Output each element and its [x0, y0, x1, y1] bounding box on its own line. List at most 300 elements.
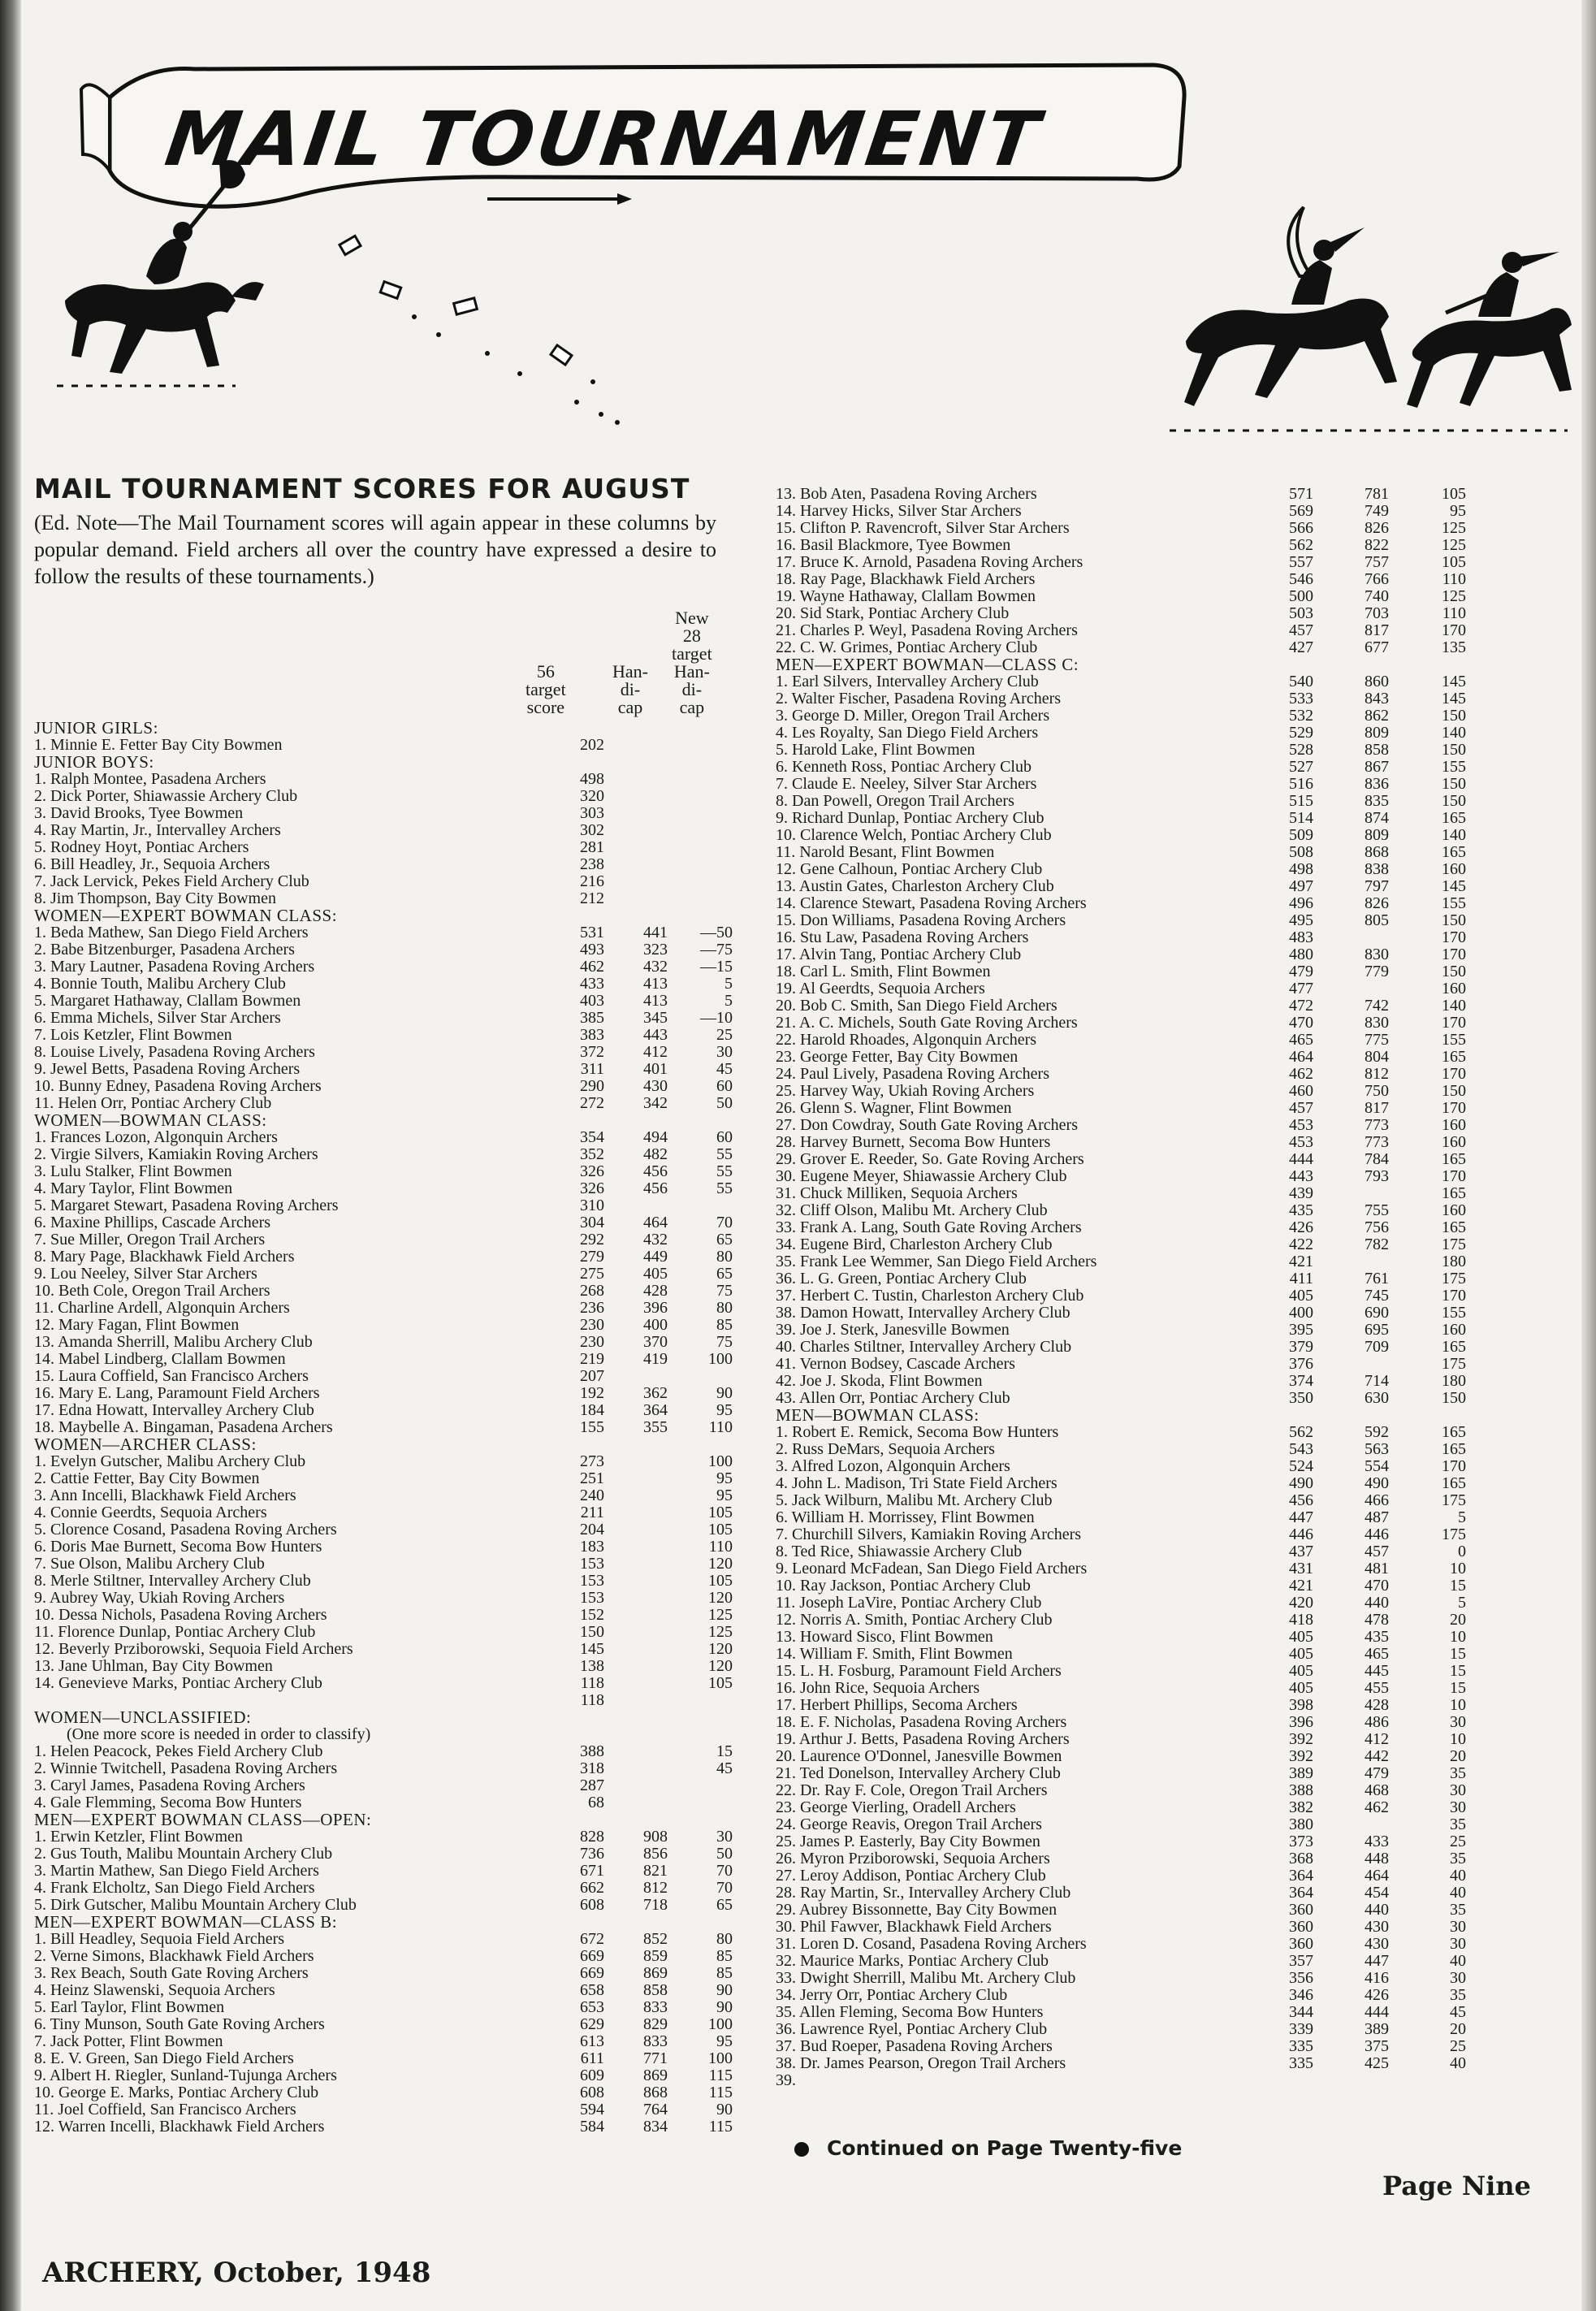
handicap-cell: 781: [1365, 485, 1389, 503]
score-row: [776, 622, 1490, 639]
archer-entry: 17. Alvin Tang, Pontiac Archery Club: [776, 946, 1022, 963]
archer-entry: 19. Al Geerdts, Sequoia Archers: [776, 980, 985, 998]
score-cell: 303: [580, 804, 604, 822]
score-row: [776, 1816, 1490, 1833]
handicap-cell: 856: [643, 1845, 668, 1863]
score-cell: 310: [580, 1197, 604, 1214]
right-column: [776, 486, 1490, 2089]
archer-entry: 15. Clifton P. Ravencroft, Silver Star Archers: [776, 520, 1070, 537]
score-cell: 281: [580, 838, 604, 856]
score-cell: 516: [1289, 775, 1313, 793]
score-row: [34, 1163, 733, 1180]
score-cell: 460: [1289, 1082, 1313, 1100]
score-row: [34, 1863, 733, 1880]
score-cell: 608: [580, 2084, 604, 2101]
score-cell: 354: [580, 1128, 604, 1146]
page-heading: MAIL TOURNAMENT SCORES FOR AUGUST: [34, 473, 690, 504]
archer-entry: 11. Florence Dunlap, Pontiac Archery Club: [34, 1624, 316, 1641]
new-handicap-cell: 65: [716, 1231, 733, 1249]
score-row: [776, 1458, 1490, 1475]
new-handicap-cell: 30: [1450, 1798, 1466, 1816]
score-row: [776, 1902, 1490, 1919]
section-label: MEN—EXPERT BOWMAN CLASS—OPEN:: [34, 1810, 372, 1829]
score-cell: 275: [580, 1265, 604, 1283]
archer-entry: 6. Doris Mae Burnett, Secoma Bow Hunters: [34, 1539, 322, 1556]
new-handicap-cell: 175: [1442, 1270, 1466, 1287]
handicap-cell: 454: [1365, 1884, 1389, 1902]
score-cell: 251: [580, 1469, 604, 1487]
score-cell: 118: [580, 1674, 604, 1692]
score-cell: 470: [1289, 1014, 1313, 1032]
score-cell: 653: [580, 1998, 604, 2016]
score-cell: 456: [1289, 1491, 1313, 1509]
new-handicap-cell: 105: [1442, 485, 1466, 503]
handicap-cell: 812: [643, 1879, 668, 1897]
new-handicap-cell: 105: [1442, 553, 1466, 571]
score-row: [776, 673, 1490, 690]
score-row: [776, 554, 1490, 571]
score-row: [34, 2016, 733, 2033]
score-row: [34, 1743, 733, 1760]
new-handicap-cell: 160: [1442, 980, 1466, 998]
new-handicap-cell: 25: [716, 1026, 733, 1044]
handicap-cell: 448: [1365, 1850, 1389, 1867]
archer-entry: 14. Harvey Hicks, Silver Star Archers: [776, 503, 1022, 520]
score-row: [34, 976, 733, 993]
score-row: [34, 1487, 733, 1504]
score-row: [776, 1987, 1490, 2004]
archer-entry: 3. Martin Mathew, San Diego Field Archers: [34, 1863, 319, 1880]
score-cell: 373: [1289, 1833, 1313, 1850]
new-handicap-cell: 175: [1442, 1355, 1466, 1373]
handicap-cell: 869: [643, 1964, 668, 1982]
score-cell: 405: [1289, 1645, 1313, 1663]
handicap-cell: 416: [1365, 1969, 1389, 1987]
score-cell: 272: [580, 1094, 604, 1112]
score-cell: 828: [580, 1828, 604, 1846]
archer-entry: 2. Cattie Fetter, Bay City Bowmen: [34, 1470, 260, 1487]
score-row: [776, 1066, 1490, 1083]
archer-entry: 7. Claude E. Neeley, Silver Star Archers: [776, 776, 1037, 793]
archer-entry: 39. Joe J. Sterk, Janesville Bowmen: [776, 1322, 1010, 1339]
new-handicap-cell: 30: [716, 1043, 733, 1061]
page-number: Page Nine: [1382, 2170, 1531, 2201]
score-cell: 446: [1289, 1526, 1313, 1543]
score-row: [34, 1300, 733, 1317]
score-cell: 496: [1289, 894, 1313, 912]
score-row: [776, 946, 1490, 963]
paper-icon: [340, 236, 361, 254]
handicap-cell: 389: [1365, 2020, 1389, 2038]
score-row: [34, 1982, 733, 1999]
score-row: [776, 1748, 1490, 1765]
archer-entry: 1. Bill Headley, Sequoia Field Archers: [34, 1931, 285, 1948]
score-row: [776, 1134, 1490, 1151]
score-cell: 279: [580, 1248, 604, 1266]
score-row: [776, 776, 1490, 793]
score-cell: 350: [1289, 1389, 1313, 1407]
score-cell: 514: [1289, 809, 1313, 827]
handicap-cell: 563: [1365, 1440, 1389, 1458]
archer-entry: 1. Ralph Montee, Pasadena Archers: [34, 771, 266, 788]
score-row: [34, 1129, 733, 1146]
score-cell: 498: [1289, 860, 1313, 878]
score-row: [34, 1641, 733, 1658]
archer-entry: 18. E. F. Nicholas, Pasadena Roving Archers: [776, 1714, 1067, 1731]
score-row: [776, 1049, 1490, 1066]
score-row: [776, 1236, 1490, 1253]
score-row: [34, 1624, 733, 1641]
archer-entry: 9. Leonard McFadean, San Diego Field Archers: [776, 1560, 1088, 1577]
handicap-cell: 757: [1365, 553, 1389, 571]
handicap-cell: 413: [643, 975, 668, 993]
archer-entry: 28. Ray Martin, Sr., Intervalley Archery Club: [776, 1885, 1071, 1902]
archer-entry: 3. George D. Miller, Oregon Trail Archers: [776, 708, 1050, 725]
new-handicap-cell: 5: [1458, 1594, 1466, 1612]
new-handicap-cell: 30: [1450, 1713, 1466, 1731]
new-handicap-cell: 100: [708, 2015, 733, 2033]
new-handicap-cell: 155: [1442, 1031, 1466, 1049]
archer-entry: 9. Aubrey Way, Ukiah Roving Archers: [34, 1590, 285, 1607]
score-row: [776, 725, 1490, 742]
handicap-cell: 742: [1365, 997, 1389, 1015]
handicap-cell: 833: [643, 2032, 668, 2050]
score-row: [34, 771, 733, 788]
score-row: [776, 1475, 1490, 1492]
handicap-cell: 345: [643, 1009, 668, 1027]
score-row: [776, 1765, 1490, 1782]
handicap-cell: 773: [1365, 1133, 1389, 1151]
score-row: [34, 839, 733, 856]
handicap-cell: 804: [1365, 1048, 1389, 1066]
handicap-cell: 630: [1365, 1389, 1389, 1407]
score-cell: 427: [1289, 638, 1313, 656]
new-handicap-cell: 165: [1442, 1150, 1466, 1168]
score-cell: 543: [1289, 1440, 1313, 1458]
score-row: [776, 1697, 1490, 1714]
new-handicap-cell: 100: [708, 1452, 733, 1470]
archer-entry: 11. Joel Coffield, San Francisco Archers: [34, 2101, 296, 2118]
score-row: [776, 520, 1490, 537]
new-handicap-cell: 115: [708, 2084, 733, 2101]
archer-entry: 2. Russ DeMars, Sequoia Archers: [776, 1441, 995, 1458]
banner-title: MAIL TOURNAMENT: [160, 96, 1048, 183]
score-cell: 669: [580, 1947, 604, 1965]
archer-entry: 26. Myron Prziborowski, Sequoia Archers: [776, 1850, 1050, 1867]
score-row: [776, 1373, 1490, 1390]
new-handicap-cell: 10: [1450, 1696, 1466, 1714]
new-handicap-cell: 175: [1442, 1526, 1466, 1543]
archer-entry: 10. Beth Cole, Oregon Trail Archers: [34, 1283, 270, 1300]
archer-entry: 3. Caryl James, Pasadena Roving Archers: [34, 1777, 305, 1794]
score-cell: 557: [1289, 553, 1313, 571]
archer-entry: 6. Kenneth Ross, Pontiac Archery Club: [776, 759, 1032, 776]
handicap-cell: 464: [1365, 1867, 1389, 1885]
archer-entry: 15. Don Williams, Pasadena Roving Archers: [776, 912, 1066, 929]
score-row: [776, 1441, 1490, 1458]
archer-entry: 1. Frances Lozon, Algonquin Archers: [34, 1129, 278, 1146]
score-cell: 658: [580, 1981, 604, 1999]
score-row: [34, 1214, 733, 1231]
score-cell: 344: [1289, 2003, 1313, 2021]
handicap-cell: 430: [1365, 1918, 1389, 1936]
handicap-cell: 817: [1365, 1099, 1389, 1117]
score-row: [34, 1180, 733, 1197]
score-cell: 240: [580, 1487, 604, 1504]
score-cell: 287: [580, 1777, 604, 1794]
score-cell: 183: [580, 1538, 604, 1556]
archer-entry: 7. Jack Potter, Flint Bowmen: [34, 2033, 223, 2050]
handicap-cell: 375: [1365, 2037, 1389, 2055]
new-handicap-cell: 100: [708, 2049, 733, 2067]
new-handicap-cell: 165: [1442, 1184, 1466, 1202]
score-cell: 184: [580, 1401, 604, 1419]
handicap-cell: 740: [1365, 587, 1389, 605]
score-cell: 420: [1289, 1594, 1313, 1612]
handicap-cell: 764: [643, 2101, 668, 2118]
archer-entry: 8. Dan Powell, Oregon Trail Archers: [776, 793, 1014, 810]
handicap-cell: 835: [1365, 792, 1389, 810]
handicap-cell: 709: [1365, 1338, 1389, 1356]
score-cell: 421: [1289, 1253, 1313, 1270]
new-handicap-cell: 30: [1450, 1781, 1466, 1799]
handicap-cell: 867: [1365, 758, 1389, 776]
archer-entry: 11. Narold Besant, Flint Bowmen: [776, 844, 995, 861]
score-cell: 153: [580, 1572, 604, 1590]
score-row: [34, 1095, 733, 1112]
new-handicap-cell: 70: [716, 1879, 733, 1897]
score-cell: 464: [1289, 1048, 1313, 1066]
new-handicap-cell: 15: [1450, 1577, 1466, 1595]
section-label: MEN—EXPERT BOWMAN—CLASS B:: [34, 1912, 338, 1932]
score-row: [776, 742, 1490, 759]
archer-entry: 25. James P. Easterly, Bay City Bowmen: [776, 1833, 1040, 1850]
handicap-cell: 487: [1365, 1508, 1389, 1526]
handicap-cell: 456: [643, 1179, 668, 1197]
handicap-cell: 797: [1365, 877, 1389, 895]
score-row: [34, 1948, 733, 1965]
score-row: [34, 1061, 733, 1078]
archer-entry: 17. Edna Howatt, Intervalley Archery Club: [34, 1402, 314, 1419]
left-score-list: [34, 720, 733, 2136]
score-cell: 531: [580, 924, 604, 941]
score-row: [776, 2055, 1490, 2072]
handicap-cell: 817: [1365, 621, 1389, 639]
score-row: [776, 1680, 1490, 1697]
score-row: [776, 1799, 1490, 1816]
archer-entry: 13. Amanda Sherrill, Malibu Archery Club: [34, 1334, 313, 1351]
new-handicap-cell: 40: [1450, 2054, 1466, 2072]
new-handicap-cell: 165: [1442, 1048, 1466, 1066]
new-handicap-cell: 40: [1450, 1884, 1466, 1902]
handicap-cell: 478: [1365, 1611, 1389, 1629]
handicap-cell: 426: [1365, 1986, 1389, 2004]
handicap-cell: 695: [1365, 1321, 1389, 1339]
score-cell: 453: [1289, 1133, 1313, 1151]
handicap-cell: 442: [1365, 1747, 1389, 1765]
score-row: [776, 1663, 1490, 1680]
score-cell: 150: [580, 1623, 604, 1641]
archer-entry: 12. Warren Incelli, Blackhawk Field Archers: [34, 2118, 325, 2136]
score-row: [34, 1334, 733, 1351]
archer-entry: 18. Carl L. Smith, Flint Bowmen: [776, 963, 991, 980]
new-handicap-cell: 145: [1442, 690, 1466, 708]
archer-entry: 27. Leroy Addison, Pontiac Archery Club: [776, 1867, 1046, 1885]
handicap-cell: 775: [1365, 1031, 1389, 1049]
handicap-cell: 836: [1365, 775, 1389, 793]
new-handicap-cell: 35: [1450, 1815, 1466, 1833]
handicap-cell: 440: [1365, 1901, 1389, 1919]
section-label: WOMEN—BOWMAN CLASS:: [34, 1110, 267, 1130]
score-row: [776, 2072, 1490, 2089]
score-row: [34, 1692, 733, 1709]
handicap-cell: 455: [1365, 1679, 1389, 1697]
new-handicap-cell: 120: [708, 1555, 733, 1573]
score-cell: 374: [1289, 1372, 1313, 1390]
archer-entry: 15. Laura Coffield, San Francisco Archers: [34, 1368, 309, 1385]
score-cell: 230: [580, 1316, 604, 1334]
new-handicap-cell: 150: [1442, 792, 1466, 810]
archer-entry: 31. Chuck Milliken, Sequoia Archers: [776, 1185, 1018, 1202]
score-row: [34, 1027, 733, 1044]
new-handicap-cell: 160: [1442, 1321, 1466, 1339]
score-cell: 411: [1289, 1270, 1313, 1287]
handicap-cell: 456: [643, 1162, 668, 1180]
archer-entry: 23. George Fetter, Bay City Bowmen: [776, 1049, 1019, 1066]
new-handicap-cell: 170: [1442, 1287, 1466, 1305]
archer-entry: 13. Howard Sisco, Flint Bowmen: [776, 1629, 993, 1646]
score-cell: 236: [580, 1299, 604, 1317]
archer-entry: 7. Churchill Silvers, Kamiakin Roving Archers: [776, 1526, 1082, 1543]
archer-entry: 21. A. C. Michels, South Gate Roving Archers: [776, 1015, 1078, 1032]
handicap-cell: 677: [1365, 638, 1389, 656]
score-cell: 268: [580, 1282, 604, 1300]
archer-entry: 20. Bob C. Smith, San Diego Field Archers: [776, 998, 1058, 1015]
score-row: [34, 1368, 733, 1385]
score-cell: 405: [1289, 1287, 1313, 1305]
score-cell: 611: [580, 2049, 604, 2067]
handicap-cell: 481: [1365, 1560, 1389, 1577]
score-row: [776, 1885, 1490, 1902]
score-row: [34, 2084, 733, 2101]
new-handicap-cell: 80: [716, 1930, 733, 1948]
handicap-cell: 425: [1365, 2054, 1389, 2072]
score-cell: 388: [1289, 1781, 1313, 1799]
new-handicap-cell: 105: [708, 1521, 733, 1539]
archer-entry: 8. Jim Thompson, Bay City Bowmen: [34, 890, 276, 907]
handicap-cell: 826: [1365, 519, 1389, 537]
handicap-cell: 470: [1365, 1577, 1389, 1595]
score-row: [776, 1015, 1490, 1032]
new-handicap-cell: 85: [716, 1964, 733, 1982]
archer-entry: 9. Richard Dunlap, Pontiac Archery Club: [776, 810, 1045, 827]
new-handicap-cell: 140: [1442, 826, 1466, 844]
new-handicap-cell: 140: [1442, 724, 1466, 742]
new-handicap-cell: 20: [1450, 1611, 1466, 1629]
handicap-cell: 718: [643, 1896, 668, 1914]
score-row: [34, 873, 733, 890]
new-handicap-cell: 65: [716, 1896, 733, 1914]
handicap-cell: 432: [643, 958, 668, 976]
score-row: [776, 639, 1490, 656]
handicap-cell: 771: [643, 2049, 668, 2067]
score-cell: 153: [580, 1555, 604, 1573]
score-row: [34, 1794, 733, 1811]
archer-entry: 29. Grover E. Reeder, So. Gate Roving Archers: [776, 1151, 1084, 1168]
new-handicap-cell: 45: [716, 1759, 733, 1777]
archer-entry: 24. George Reavis, Oregon Trail Archers: [776, 1816, 1042, 1833]
handicap-cell: 755: [1365, 1201, 1389, 1219]
archer-entry: 10. Dessa Nichols, Pasadena Roving Archers: [34, 1607, 327, 1624]
score-row: [776, 1970, 1490, 1987]
score-row: [34, 1897, 733, 1914]
handicap-cell: 773: [1365, 1116, 1389, 1134]
score-row: [776, 1867, 1490, 1885]
archer-entry: 8. Ted Rice, Shiawassie Archery Club: [776, 1543, 1023, 1560]
score-row: [776, 1850, 1490, 1867]
new-handicap-cell: 170: [1442, 1099, 1466, 1117]
handicap-cell: 858: [1365, 741, 1389, 759]
new-handicap-cell: 165: [1442, 1423, 1466, 1441]
new-handicap-cell: 25: [1450, 2037, 1466, 2055]
score-row: [776, 1953, 1490, 1970]
score-cell: 392: [1289, 1730, 1313, 1748]
score-row: [34, 1470, 733, 1487]
section-label: WOMEN—ARCHER CLASS:: [34, 1435, 257, 1454]
score-row: [776, 1560, 1490, 1577]
score-cell: 435: [1289, 1201, 1313, 1219]
archer-entry: 2. Virgie Silvers, Kamiakin Roving Archers: [34, 1146, 318, 1163]
score-row: [34, 1846, 733, 1863]
score-cell: 515: [1289, 792, 1313, 810]
score-cell: 497: [1289, 877, 1313, 895]
new-handicap-cell: 15: [1450, 1679, 1466, 1697]
archer-entry: 6. Bill Headley, Jr., Sequoia Archers: [34, 856, 270, 873]
handicap-cell: 868: [643, 2084, 668, 2101]
score-row: [34, 1453, 733, 1470]
archer-entry: 8. Louise Lively, Pasadena Roving Archers: [34, 1044, 315, 1061]
score-row: [776, 878, 1490, 895]
archer-entry: 17. Bruce K. Arnold, Pasadena Roving Archers: [776, 554, 1083, 571]
archer-entry: 7. Sue Olson, Malibu Archery Club: [34, 1556, 265, 1573]
score-cell: 613: [580, 2032, 604, 2050]
archer-entry: 11. Helen Orr, Pontiac Archery Club: [34, 1095, 272, 1112]
score-row: [34, 1385, 733, 1402]
new-handicap-cell: 155: [1442, 894, 1466, 912]
archer-entry: 11. Joseph LaVire, Pontiac Archery Club: [776, 1595, 1042, 1612]
archer-entry: 42. Joe J. Skoda, Flint Bowmen: [776, 1373, 983, 1390]
score-cell: 532: [1289, 707, 1313, 725]
score-cell: 736: [580, 1845, 604, 1863]
handicap-cell: 466: [1365, 1491, 1389, 1509]
score-row: [34, 2101, 733, 2118]
handicap-cell: 445: [1365, 1662, 1389, 1680]
new-handicap-cell: 20: [1450, 1747, 1466, 1765]
score-row: [776, 1390, 1490, 1407]
section-label: MEN—BOWMAN CLASS:: [776, 1405, 980, 1425]
archer-entry: 7. Lois Ketzler, Flint Bowmen: [34, 1027, 232, 1044]
score-cell: 290: [580, 1077, 604, 1095]
score-row: [776, 1100, 1490, 1117]
archer-entry: 36. Lawrence Ryel, Pontiac Archery Club: [776, 2021, 1048, 2038]
archer-entry: 4. Les Royalty, San Diego Field Archers: [776, 725, 1039, 742]
score-cell: 546: [1289, 570, 1313, 588]
handicap-cell: 364: [643, 1401, 668, 1419]
score-cell: 311: [580, 1060, 604, 1078]
score-cell: 372: [580, 1043, 604, 1061]
score-row: [776, 2038, 1490, 2055]
score-cell: 304: [580, 1214, 604, 1231]
